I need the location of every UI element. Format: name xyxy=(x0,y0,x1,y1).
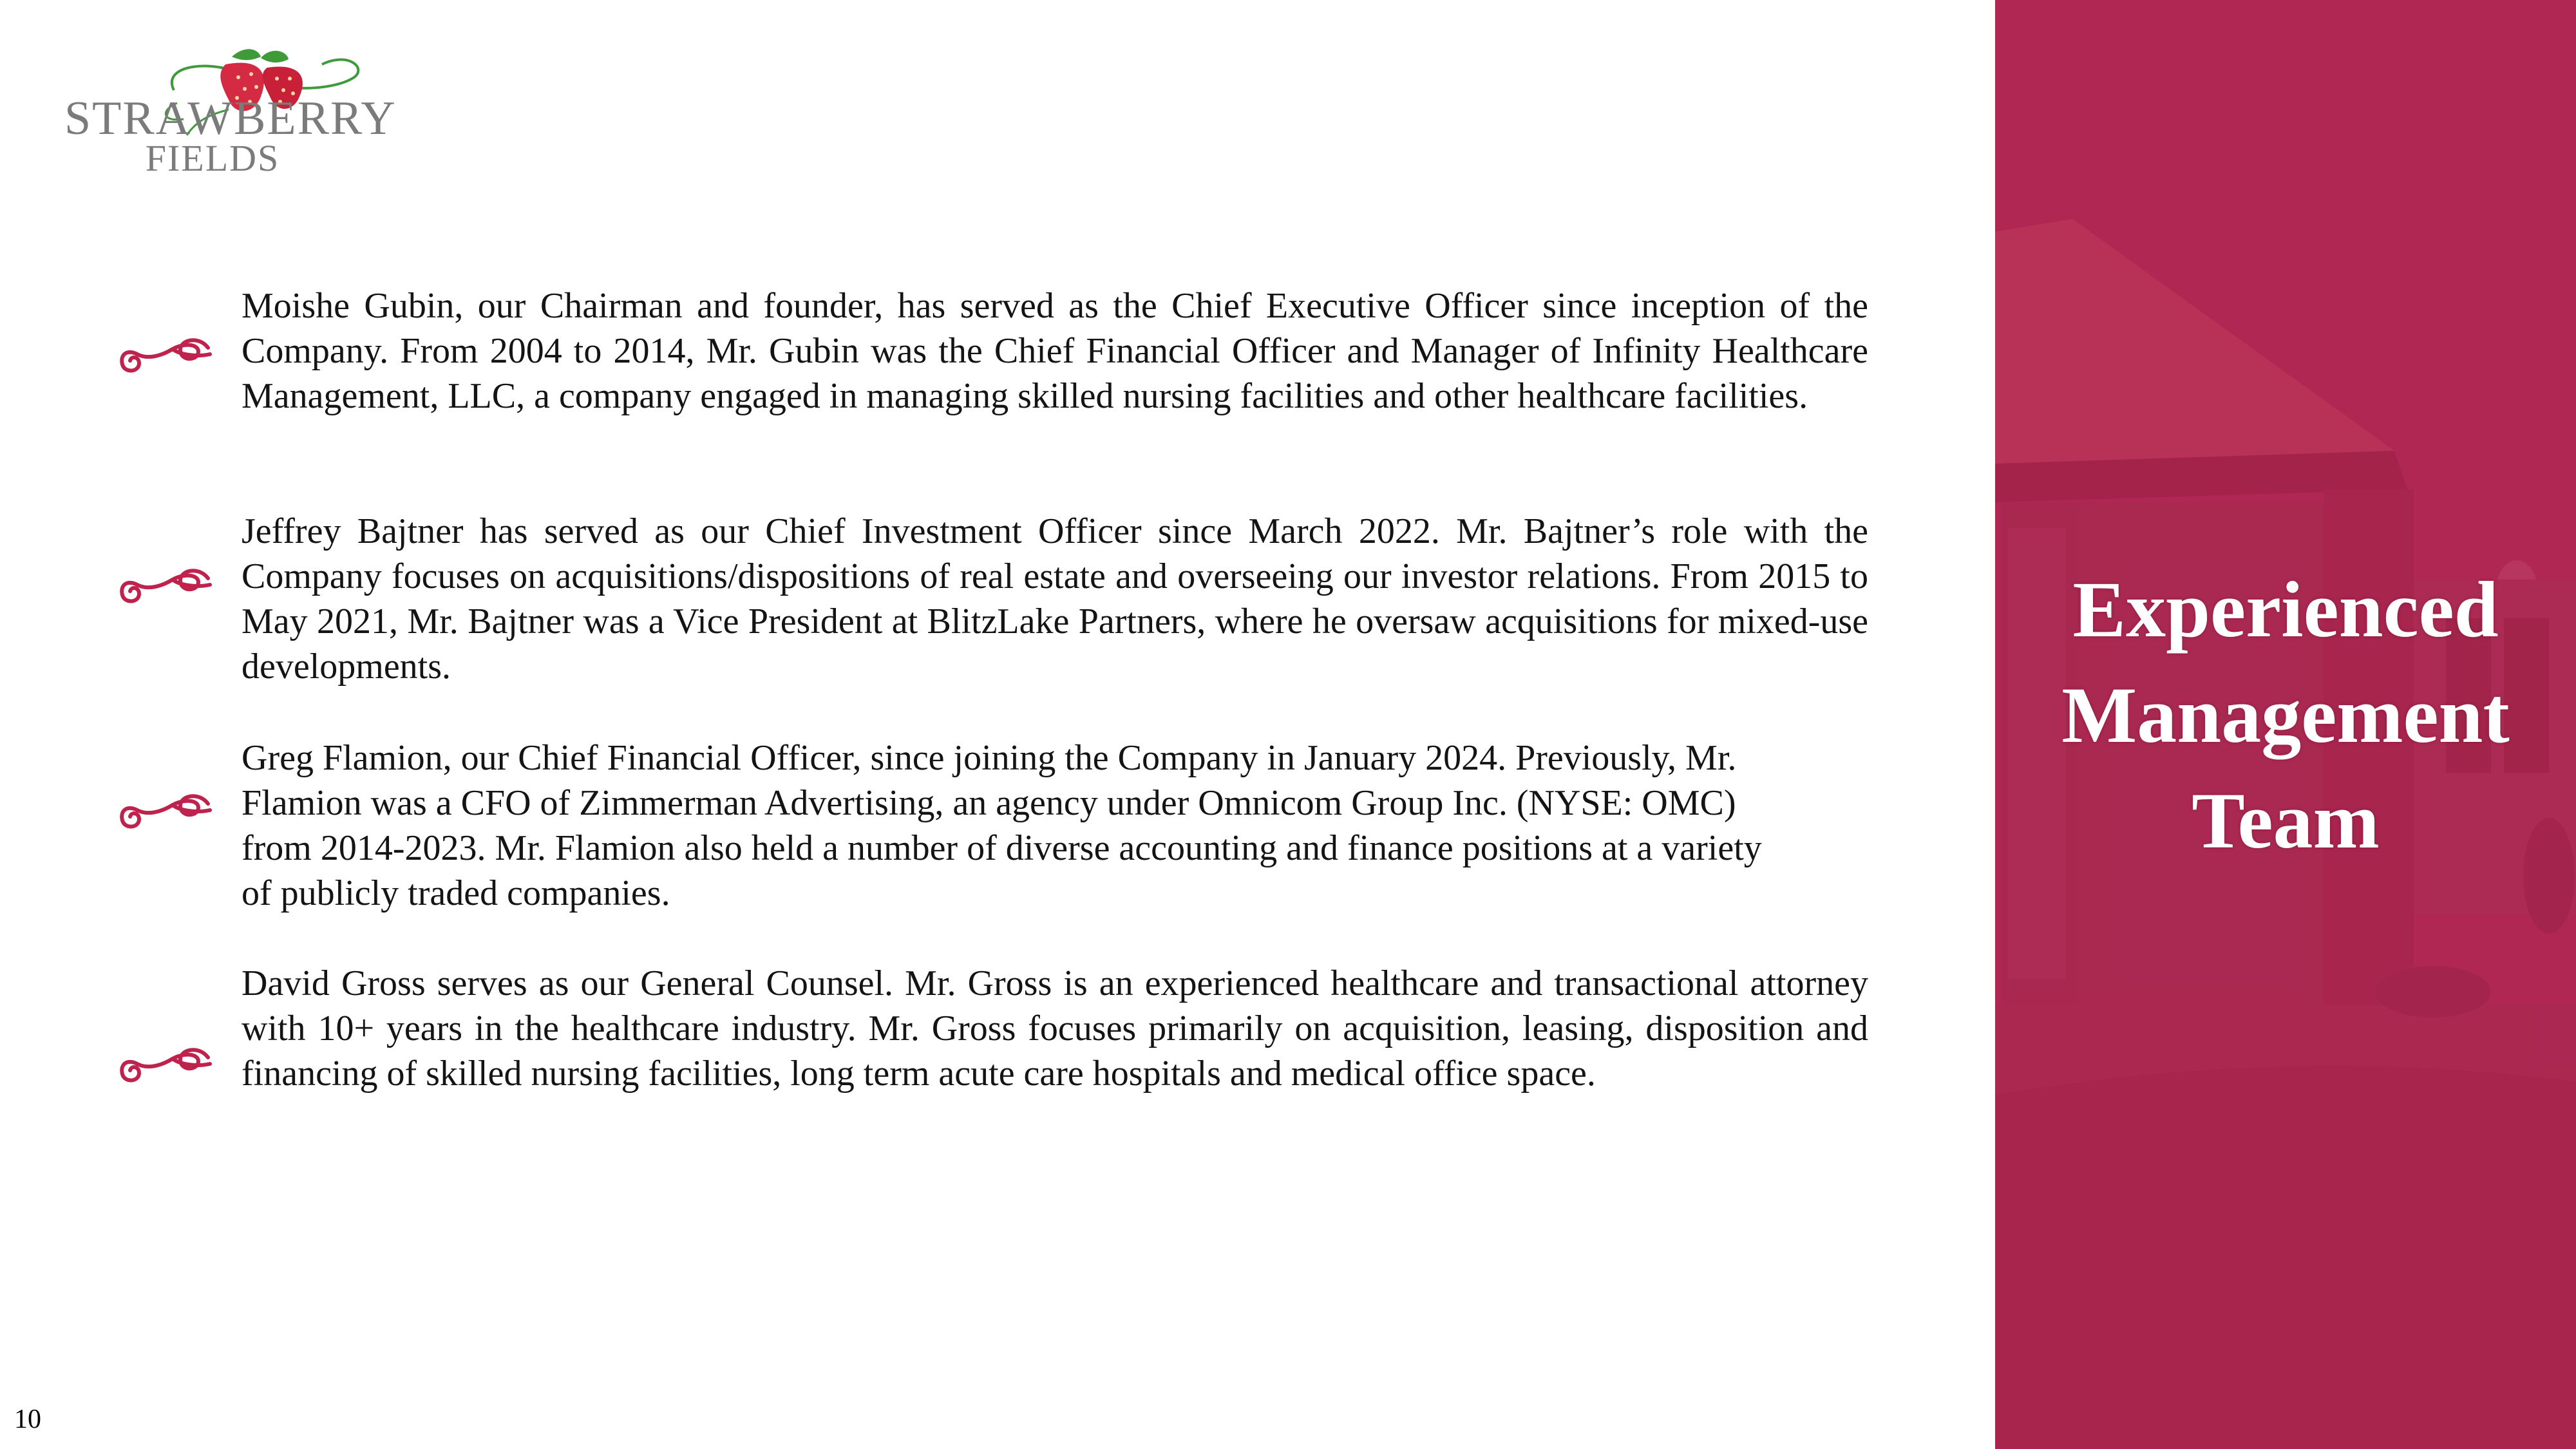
bio-text: David Gross serves as our General Counsel. Mr. Gross is an experienced healthcare and transactional attorney with 10+ years in the healthcare industry. Mr. Gross focuses primarily on acquisition, leasing, disposition and financing of skilled nursing facilities, long term acute care hospitals and medical office space. xyxy=(242,963,1868,1094)
page-number: 10 xyxy=(14,1405,41,1434)
company-logo xyxy=(64,39,397,193)
flourish-bullet-icon xyxy=(108,784,213,835)
flourish-bullet-icon xyxy=(108,1038,213,1088)
logo-wordmark-line1: STRAWBERRY xyxy=(64,92,397,145)
bio-line: from 2014-2023. Mr. Flamion also held a number of diverse accounting and finance positions at a variety xyxy=(242,828,1762,868)
panel-title-line: Management xyxy=(2061,671,2510,759)
panel-title-line: Experienced xyxy=(2072,565,2499,654)
panel-title-line: Team xyxy=(2192,777,2380,865)
bio-line: of publicly traded companies. xyxy=(242,873,670,913)
bio-line: Flamion was a CFO of Zimmerman Advertising, an agency under Omnicom Group Inc. (NYSE: OMC) xyxy=(242,783,1736,823)
bio-greg-flamion xyxy=(242,735,1868,916)
bio-david-gross xyxy=(242,961,1868,1096)
bio-text: Jeffrey Bajtner has served as our Chief Investment Officer since March 2022. Mr. Bajtner’s role with the Company focuses on acquisitions/dispositions of real estate and overseeing our investor relations. From 2015 to May 2021, Mr. Bajtner was a Vice President at BlitzLake Partners, where he oversaw acquisitions for mixed-use developments. xyxy=(242,511,1868,687)
flourish-bullet-icon xyxy=(108,559,213,609)
bio-moishe-gubin xyxy=(242,283,1868,419)
bio-text: Moishe Gubin, our Chairman and founder, has served as the Chief Executive Officer since inception of the Company. From 2004 to 2014, Mr. Gubin was the Chief Financial Officer and Manager of Infinity Healthcare Management, LLC, a company engaged in managing skilled nursing facilities and other healthcare facilities. xyxy=(242,286,1868,416)
flourish-bullet-icon xyxy=(108,328,213,379)
panel-title xyxy=(1995,557,2576,874)
bio-line: Greg Flamion, our Chief Financial Officer, since joining the Company in January 2024. Previously, Mr. xyxy=(242,738,1737,778)
bio-jeffrey-bajtner xyxy=(242,509,1868,689)
title-panel xyxy=(1995,0,2576,1449)
logo-wordmark-line2: FIELDS xyxy=(145,137,280,179)
